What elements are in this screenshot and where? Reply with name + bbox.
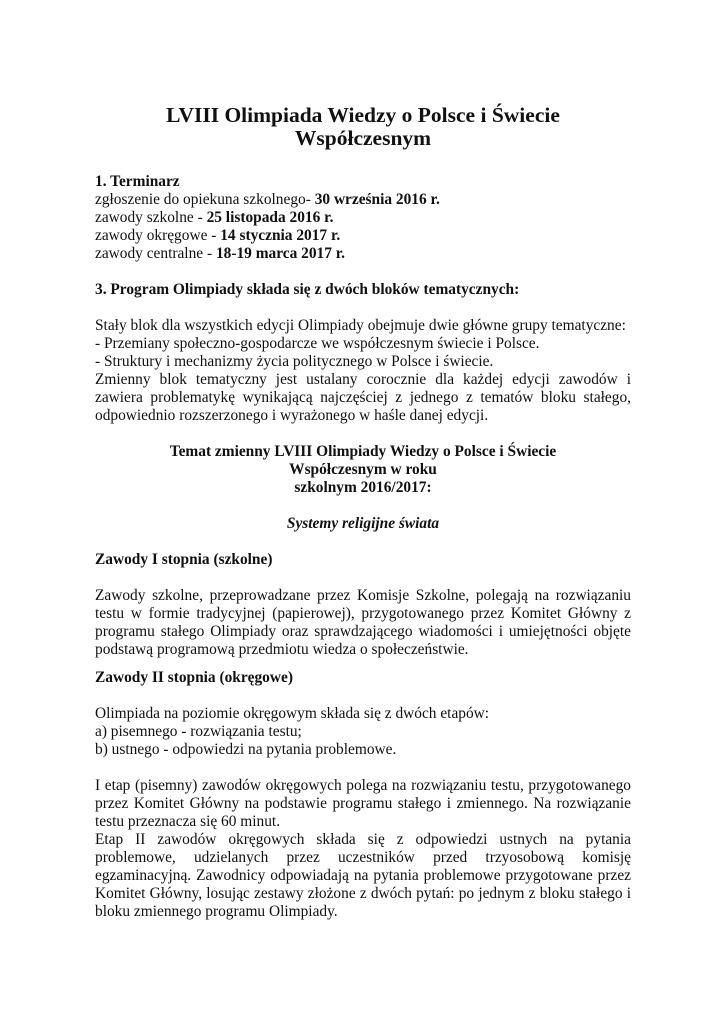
- program-section: [95, 281, 631, 425]
- schedule-date: 30 września 2016 r.: [314, 191, 440, 208]
- schedule-item: [95, 191, 631, 209]
- stage-2-paragraph-1: I etap (pisemny) zawodów okręgowych polega na rozwiązaniu testu, przygotowanego przez Komitet Główny na podstawie programu stałego i zmiennego. Na rozwiązanie testu przeznacza się 60 minut.: [95, 777, 631, 830]
- schedule-label: zawody centralne -: [95, 245, 213, 262]
- stage-2-option-a: a) pisemnego - rozwiązania testu;: [95, 723, 302, 740]
- title-line-2: Współczesnym: [294, 126, 432, 150]
- stage-2-option-b: b) ustnego - odpowiedzi na pytania problemowe.: [95, 741, 397, 758]
- document-title: [95, 104, 631, 150]
- stage-2-heading: Zawody II stopnia (okręgowe): [95, 669, 293, 686]
- theme-subject: Systemy religijne świata: [286, 515, 440, 532]
- theme-line-1: Temat zmienny LVIII Olimpiady Wiedzy o Polsce i Świecie: [169, 443, 557, 460]
- program-bullet: - Struktury i mechanizmy życia politycznego w Polsce i świecie.: [95, 353, 494, 370]
- theme-section: [95, 443, 631, 533]
- program-heading: 3. Program Olimpiady składa się z dwóch bloków tematycznych:: [95, 281, 520, 298]
- document-body: [95, 104, 631, 921]
- schedule-item: [95, 209, 631, 227]
- theme-line-2: Współczesnym w roku: [289, 461, 437, 478]
- schedule-label: zawody okręgowe -: [95, 227, 217, 244]
- program-paragraph: Zmienny blok tematyczny jest ustalany corocznie dla każdej edycji zawodów i zawiera problematykę wynikającą najczęściej z jednego z tematów bloku stałego, odpowiednio rozszerzonego i wyrażonego w haśle danej edycji.: [95, 371, 631, 424]
- stage-2-intro: Olimpiada na poziomie okręgowym składa się z dwóch etapów:: [95, 705, 490, 722]
- title-line-1: LVIII Olimpiada Wiedzy o Polsce i Świecie: [166, 103, 560, 127]
- schedule-date: 25 listopada 2016 r.: [206, 209, 334, 226]
- schedule-label: zgłoszenie do opiekuna szkolnego-: [95, 191, 311, 208]
- stage-1-text: Zawody szkolne, przeprowadzane przez Komisje Szkolne, polegają na rozwiązaniu testu w formie tradycyjnej (papierowej), przygotowanego przez Komitet Główny z programu stałego Olimpiady oraz sprawdzającego wiadomości i umiejętności objęte podstawą programową przedmiotu wiedza o społeczeństwie.: [95, 587, 631, 658]
- schedule-date: 14 stycznia 2017 r.: [220, 227, 341, 244]
- schedule-item: [95, 227, 631, 245]
- schedule-heading: 1. Terminarz: [95, 173, 180, 190]
- stage-1-heading: Zawody I stopnia (szkolne): [95, 551, 273, 568]
- schedule-item: [95, 245, 631, 263]
- stage-2-paragraph-2: Etap II zawodów okręgowych składa się z odpowiedzi ustnych na pytania problemowe, udzielanych przez uczestników przed trzyosobową komisję egzaminacyjną. Zawodnicy odpowiadają na pytania problemowe przygotowane przez Komitet Główny, losując zestawy złożone z dwóch pytań: po jednym z bloku stałego i bloku zmiennego programu Olimpiady.: [95, 831, 631, 920]
- schedule-date: 18-19 marca 2017 r.: [215, 245, 346, 262]
- theme-line-3: szkolnym 2016/2017:: [294, 479, 432, 496]
- stage-1-section: [95, 551, 631, 659]
- stage-2-section: [95, 669, 631, 921]
- schedule-section: [95, 173, 631, 263]
- program-bullet: - Przemiany społeczno-gospodarcze we współczesnym świecie i Polsce.: [95, 335, 540, 352]
- schedule-label: zawody szkolne -: [95, 209, 203, 226]
- program-paragraph: Stały blok dla wszystkich edycji Olimpiady obejmuje dwie główne grupy tematyczne:: [95, 317, 626, 334]
